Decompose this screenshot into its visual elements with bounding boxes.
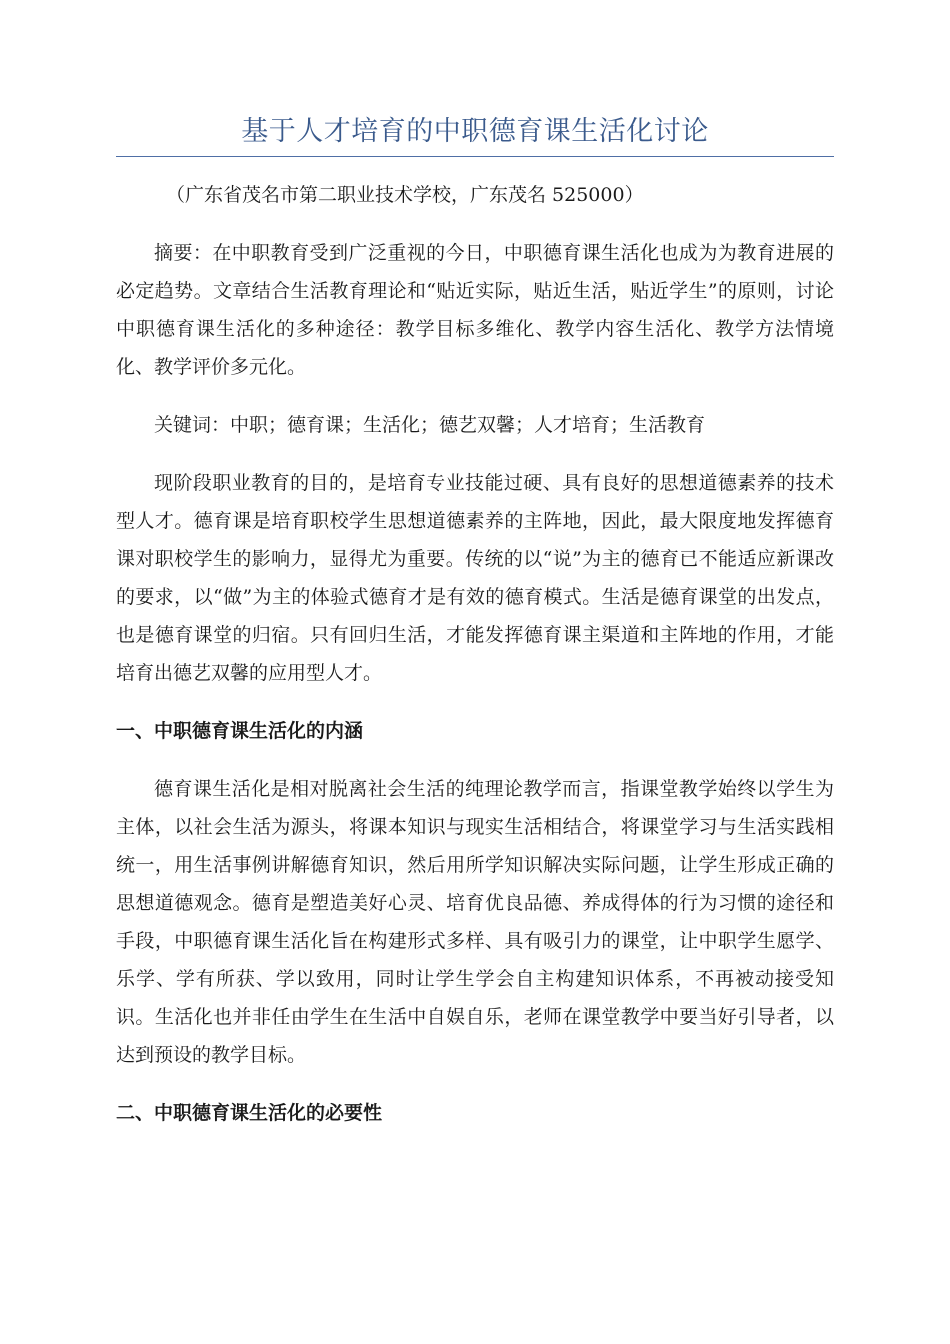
document-body (116, 176, 834, 1132)
keywords-paragraph: 关键词：中职；德育课；生活化；德艺双馨；人才培育；生活教育 (154, 414, 706, 436)
document-title: 基于人才培育的中职德育课生活化讨论 (241, 116, 709, 147)
author-affiliation: （广东省茂名市第二职业技术学校，广东茂名 525000） (166, 184, 644, 206)
section-heading-1: 一、中职德育课生活化的内涵 (116, 720, 364, 742)
title-block (116, 112, 834, 157)
abstract-paragraph: 摘要：在中职教育受到广泛重视的今日，中职德育课生活化也成为为教育进展的必定趋势。文章结合生活教育理论和“贴近实际，贴近生活，贴近学生”的原则，讨论中职德育课生活化的多种途径：教学目标多维化、教学内容生活化、教学方法情境化、教学评价多元化。 (116, 242, 834, 378)
section-body-1: 德育课生活化是相对脱离社会生活的纯理论教学而言，指课堂教学始终以学生为主体，以社会生活为源头，将课本知识与现实生活相结合，将课堂学习与生活实践相统一，用生活事例讲解德育知识，然后用所学知识解决实际问题，让学生形成正确的思想道德观念。德育是塑造美好心灵、培育优良品德、养成得体的行为习惯的途径和手段，中职德育课生活化旨在构建形式多样、具有吸引力的课堂，让中职学生愿学、乐学、学有所获、学以致用，同时让学生学会自主构建知识体系，不再被动接受知识。生活化也并非任由学生在生活中自娱自乐，老师在课堂教学中要当好引导者，以达到预设的教学目标。 (116, 778, 834, 1066)
intro-paragraph: 现阶段职业教育的目的，是培育专业技能过硬、具有良好的思想道德素养的技术型人才。德育课是培育职校学生思想道德素养的主阵地，因此，最大限度地发挥德育课对职校学生的影响力，显得尤为重要。传统的以“说”为主的德育已不能适应新课改的要求，以“做”为主的体验式德育才是有效的德育模式。生活是德育课堂的出发点，也是德育课堂的归宿。只有回归生活，才能发挥德育课主渠道和主阵地的作用，才能培育出德艺双馨的应用型人才。 (116, 472, 834, 684)
section-heading-2: 二、中职德育课生活化的必要性 (116, 1102, 383, 1124)
